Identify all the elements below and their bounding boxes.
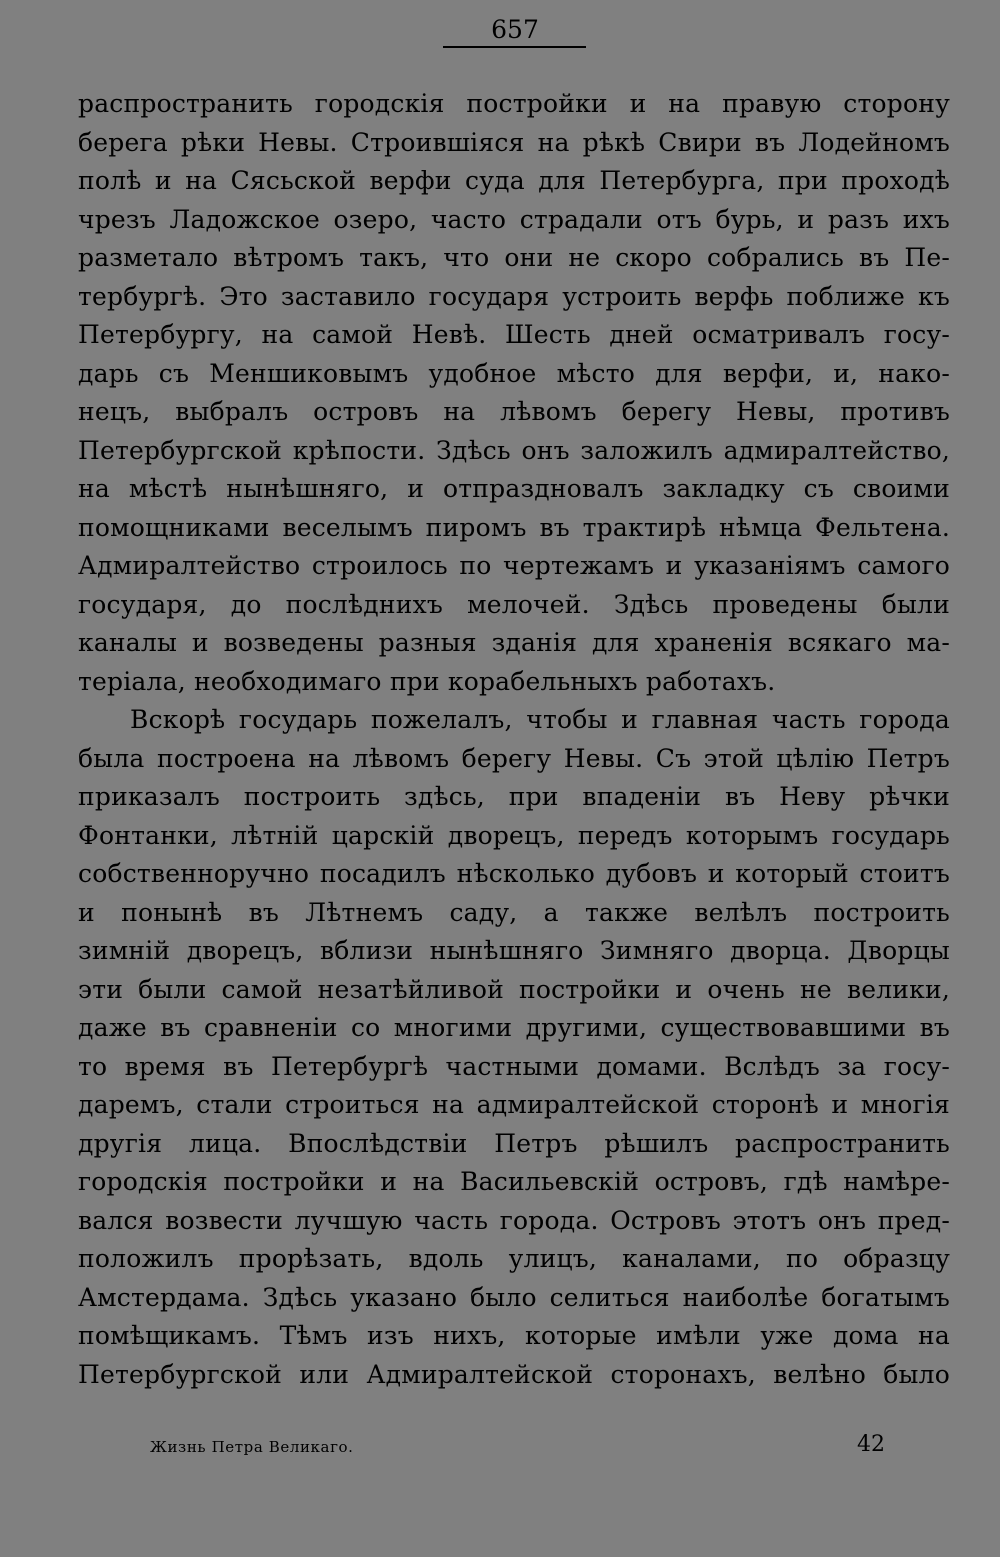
text-line: Фонтанки, лѣтній царскій дворецъ, передъ которымъ государь bbox=[78, 820, 950, 850]
text-line: была построена на лѣвомъ берегу Невы. Съ этой цѣлію Петръ bbox=[78, 743, 950, 773]
text-line: и понынѣ въ Лѣтнемъ саду, а также велѣлъ построить bbox=[78, 897, 950, 927]
text-line: помѣщикамъ. Тѣмъ изъ нихъ, которые имѣли уже дома на bbox=[78, 1321, 950, 1350]
text-line: на мѣстѣ нынѣшняго, и отпраздновалъ закладку съ своими bbox=[78, 474, 950, 503]
footer-book-title: Жизнь Петра Великаго. bbox=[150, 1438, 354, 1456]
text-line: полѣ и на Сясьской верфи суда для Петербурга, при проходѣ bbox=[78, 166, 950, 195]
text-line: чрезъ Ладожское озеро, часто страдали отъ бурь, и разъ ихъ bbox=[78, 204, 950, 234]
text-line: вался возвести лучшую часть города. Островъ этотъ онъ пред- bbox=[78, 1205, 950, 1235]
text-line: помощниками веселымъ пиромъ въ трактирѣ нѣмца Фельтена. bbox=[78, 512, 950, 542]
text-line: положилъ прорѣзать, вдоль улицъ, каналами, по образцу bbox=[78, 1244, 950, 1273]
text-line: Амстердама. Здѣсь указано было селиться наиболѣе богатымъ bbox=[78, 1282, 950, 1312]
text-line: берега рѣки Невы. Строившіяся на рѣкѣ Свири въ Лодейномъ bbox=[78, 127, 950, 157]
text-line: даже въ сравненіи со многими другими, существовавшими въ bbox=[78, 1013, 950, 1042]
text-line: Петербургской или Адмиралтейской сторонахъ, велѣно было bbox=[78, 1359, 950, 1389]
text-line: собственноручно посадилъ нѣсколько дубовъ и который стоитъ bbox=[78, 859, 950, 888]
text-line: нецъ, выбралъ островъ на лѣвомъ берегу Невы, противъ bbox=[78, 397, 950, 426]
text-line: зимній дворецъ, вблизи нынѣшняго Зимняго дворца. Дворцы bbox=[78, 936, 950, 965]
text-line: городскія постройки и на Васильевскій островъ, гдѣ намѣре- bbox=[78, 1167, 950, 1196]
text-line: даремъ, стали строиться на адмиралтейской сторонѣ и многія bbox=[78, 1090, 950, 1119]
text-line: каналы и возведены разныя зданія для храненія всякаго ма- bbox=[78, 628, 950, 657]
paragraph-2 bbox=[78, 701, 950, 1394]
page-number: 657 bbox=[491, 15, 539, 44]
header-rule bbox=[443, 46, 586, 48]
text-line: то время въ Петербургѣ частными домами. Вслѣдъ за госу- bbox=[78, 1051, 950, 1081]
text-line: теріала, необходимаго при корабельныхъ работахъ. bbox=[78, 666, 776, 696]
text-line: разметало вѣтромъ такъ, что они не скоро собрались въ Пе- bbox=[78, 243, 950, 272]
body-text bbox=[78, 85, 950, 1394]
text-line: тербургѣ. Это заставило государя устроить верфь поближе къ bbox=[78, 281, 950, 311]
text-line: другія лица. Впослѣдствіи Петръ рѣшилъ распространить bbox=[78, 1128, 950, 1158]
text-line: приказалъ построить здѣсь, при впаденіи въ Неву рѣчки bbox=[78, 782, 950, 811]
text-line: эти были самой незатѣйливой постройки и очень не велики, bbox=[78, 974, 950, 1004]
text-line: распространить городскія постройки и на правую сторону bbox=[78, 89, 950, 118]
footer-signature-mark: 42 bbox=[857, 1432, 885, 1457]
text-line: Вскорѣ государь пожелалъ, чтобы и главная часть города bbox=[130, 705, 950, 734]
text-line: Петербургской крѣпости. Здѣсь онъ заложилъ адмиралтейство, bbox=[78, 435, 950, 465]
text-line: государя, до послѣднихъ мелочей. Здѣсь проведены были bbox=[78, 589, 950, 619]
text-line: Петербургу, на самой Невѣ. Шесть дней осматривалъ госу- bbox=[78, 320, 950, 349]
paragraph-1 bbox=[78, 85, 950, 701]
text-line: Адмиралтейство строилось по чертежамъ и указаніямъ самого bbox=[78, 551, 950, 580]
text-line: дарь съ Меншиковымъ удобное мѣсто для верфи, и, нако- bbox=[78, 358, 950, 388]
